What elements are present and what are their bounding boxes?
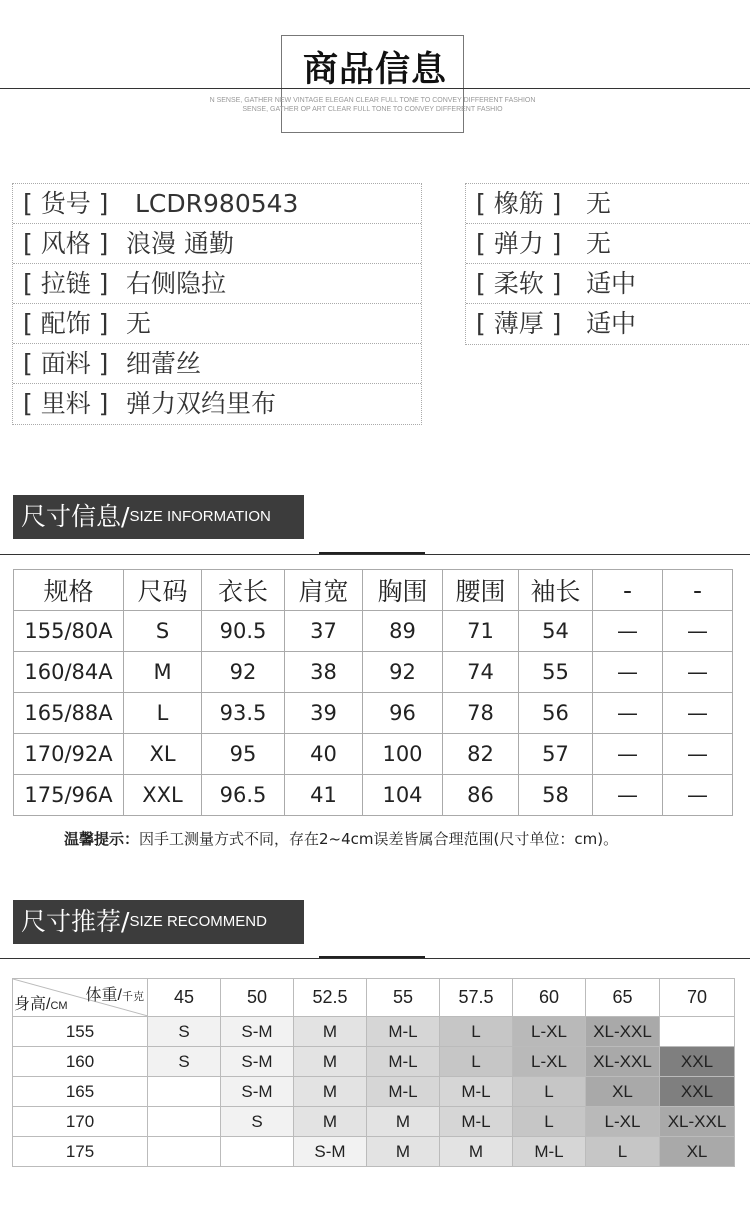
height-cell: 170 [13, 1107, 148, 1137]
size-table-cell: XL [124, 734, 202, 775]
recommend-size-cell [148, 1077, 221, 1107]
height-unit: CM [50, 1000, 68, 1012]
size-table-cell: — [593, 652, 663, 693]
recommend-size-cell: M-L [513, 1137, 586, 1167]
size-table-cell: 96 [363, 693, 443, 734]
size-table-cell: M [124, 652, 202, 693]
section-divider [0, 554, 750, 555]
size-table-cell: L [124, 693, 202, 734]
attribute-value: 无 [126, 309, 152, 338]
height-label: 身高/ [14, 996, 51, 1013]
size-table-cell: XXL [124, 775, 202, 816]
attribute-row [466, 264, 750, 304]
height-cell: 175 [13, 1137, 148, 1167]
recommend-size-cell: L [440, 1047, 513, 1077]
attribute-value: 适中 [586, 269, 637, 298]
recommend-size-cell: S-M [221, 1017, 294, 1047]
height-cell: 165 [13, 1077, 148, 1107]
size-info-heading [13, 495, 304, 539]
table-row [14, 693, 733, 734]
size-table-cell: — [663, 652, 733, 693]
recommend-size-cell: XL-XXL [586, 1047, 660, 1077]
recommend-size-cell: XXL [660, 1077, 735, 1107]
attribute-value: 细蕾丝 [126, 349, 202, 378]
recommend-size-cell [148, 1107, 221, 1137]
recommend-size-cell: L [586, 1137, 660, 1167]
weight-header-cell: 60 [513, 979, 586, 1017]
attribute-key: [ 面料 ] [23, 349, 109, 378]
size-table-cell: 54 [519, 611, 593, 652]
size-table-cell: 41 [285, 775, 363, 816]
attribute-row [466, 224, 750, 264]
recommend-size-cell: M-L [367, 1047, 440, 1077]
size-table-cell: 55 [519, 652, 593, 693]
size-table-cell: — [663, 693, 733, 734]
size-table-cell: 37 [285, 611, 363, 652]
recommend-size-cell: M [440, 1137, 513, 1167]
attribute-key: [ 货号 ] [23, 189, 109, 218]
table-row [14, 652, 733, 693]
size-table-header-cell: - [593, 570, 663, 611]
weight-unit: 千克 [122, 991, 144, 1003]
size-table-cell: 38 [285, 652, 363, 693]
corner-weight-label [86, 982, 144, 1005]
size-table-cell: 74 [443, 652, 519, 693]
size-table-cell: 100 [363, 734, 443, 775]
size-table-cell: 40 [285, 734, 363, 775]
attribute-value: 无 [586, 189, 612, 218]
size-table-cell: — [593, 611, 663, 652]
recommend-size-cell: L [513, 1107, 586, 1137]
size-info-table [13, 569, 733, 816]
attribute-value: 无 [586, 229, 612, 258]
attribute-row [13, 304, 421, 344]
size-table-header-cell: 规格 [14, 570, 124, 611]
recommend-size-cell: L-XL [513, 1017, 586, 1047]
recommend-size-cell: M [294, 1107, 367, 1137]
size-table-cell: — [663, 734, 733, 775]
section-divider [0, 958, 750, 959]
size-recommend-heading [13, 900, 304, 944]
recommend-size-cell: XXL [660, 1047, 735, 1077]
recommend-size-cell: L [440, 1017, 513, 1047]
recommend-header-row [13, 979, 735, 1017]
attribute-row [466, 184, 750, 224]
recommend-size-cell: XL-XXL [660, 1107, 735, 1137]
size-info-heading-zh: 尺寸信息/ [21, 502, 130, 531]
size-table-cell: 104 [363, 775, 443, 816]
size-table-cell: — [663, 775, 733, 816]
attribute-key: [ 拉链 ] [23, 269, 109, 298]
table-row [13, 1017, 735, 1047]
size-table-cell: 92 [363, 652, 443, 693]
size-table-cell: 175/96A [14, 775, 124, 816]
size-table-cell: 93.5 [202, 693, 285, 734]
attribute-row [466, 304, 750, 344]
size-table-cell: 165/88A [14, 693, 124, 734]
weight-header-cell: 45 [148, 979, 221, 1017]
size-table-cell: 57 [519, 734, 593, 775]
size-table-cell: 95 [202, 734, 285, 775]
size-table-cell: S [124, 611, 202, 652]
size-table-cell: 90.5 [202, 611, 285, 652]
attribute-row [13, 224, 421, 264]
weight-header-cell: 52.5 [294, 979, 367, 1017]
attribute-value: 弹力双绉里布 [126, 389, 277, 418]
recommend-size-cell: S [148, 1017, 221, 1047]
recommend-size-cell [221, 1137, 294, 1167]
recommend-size-cell [148, 1137, 221, 1167]
attribute-key: [ 橡筋 ] [476, 189, 562, 218]
attribute-key: [ 风格 ] [23, 229, 109, 258]
size-table-cell: — [593, 734, 663, 775]
table-row [13, 1077, 735, 1107]
attribute-row [13, 184, 421, 224]
size-table-header-row [14, 570, 733, 611]
recommend-size-cell [660, 1017, 735, 1047]
recommend-size-cell: S-M [221, 1077, 294, 1107]
recommend-size-cell: M-L [440, 1107, 513, 1137]
attribute-row [13, 384, 421, 424]
recommend-size-cell: S-M [294, 1137, 367, 1167]
size-tip-text: 因手工测量方式不同，存在2~4cm误差皆属合理范围(尺寸单位：cm)。 [139, 830, 619, 848]
size-table-cell: 92 [202, 652, 285, 693]
size-table-header-cell: 尺码 [124, 570, 202, 611]
recommend-size-cell: M [367, 1137, 440, 1167]
size-recommend-table [12, 978, 735, 1167]
attribute-row [13, 344, 421, 384]
table-row [14, 734, 733, 775]
recommend-size-cell: L-XL [513, 1047, 586, 1077]
recommend-size-cell: M [294, 1077, 367, 1107]
recommend-size-cell: XL-XXL [586, 1017, 660, 1047]
recommend-size-cell: S-M [221, 1047, 294, 1077]
size-table-header-cell: 胸围 [363, 570, 443, 611]
size-table-cell: 89 [363, 611, 443, 652]
recommend-size-cell: M-L [367, 1017, 440, 1047]
weight-header-cell: 70 [660, 979, 735, 1017]
size-table-cell: 71 [443, 611, 519, 652]
size-table-cell: 170/92A [14, 734, 124, 775]
height-cell: 155 [13, 1017, 148, 1047]
size-table-cell: 39 [285, 693, 363, 734]
recommend-size-cell: L [513, 1077, 586, 1107]
recommend-size-cell: XL [586, 1077, 660, 1107]
recommend-size-cell: M-L [440, 1077, 513, 1107]
table-row [14, 775, 733, 816]
recommend-size-cell: M-L [367, 1077, 440, 1107]
weight-header-cell: 50 [221, 979, 294, 1017]
attribute-key: [ 配饰 ] [23, 309, 109, 338]
attribute-key: [ 薄厚 ] [476, 309, 562, 338]
weight-label: 体重/ [85, 987, 122, 1004]
table-row [13, 1047, 735, 1077]
attribute-value: 适中 [586, 309, 637, 338]
size-table-cell: 96.5 [202, 775, 285, 816]
corner-height-label [14, 991, 68, 1014]
recommend-size-cell: S [221, 1107, 294, 1137]
weight-header-cell: 57.5 [440, 979, 513, 1017]
attribute-value: 浪漫 通勤 [126, 229, 234, 258]
attribute-key: [ 里料 ] [23, 389, 109, 418]
size-table-cell: — [593, 775, 663, 816]
weight-header-cell: 55 [367, 979, 440, 1017]
size-table-header-cell: 衣长 [202, 570, 285, 611]
height-cell: 160 [13, 1047, 148, 1077]
attribute-value: LCDR980543 [135, 189, 299, 218]
recommend-size-cell: XL [660, 1137, 735, 1167]
size-table-header-cell: 袖长 [519, 570, 593, 611]
size-recommend-heading-en: SIZE RECOMMEND [129, 913, 267, 930]
attribute-row [13, 264, 421, 304]
table-row [13, 1107, 735, 1137]
size-recommend-heading-zh: 尺寸推荐/ [21, 907, 130, 936]
size-table-cell: 78 [443, 693, 519, 734]
weight-header-cell: 65 [586, 979, 660, 1017]
size-table-cell: 82 [443, 734, 519, 775]
attribute-value: 右侧隐拉 [126, 269, 227, 298]
recommend-size-cell: M [294, 1017, 367, 1047]
recommend-size-cell: L-XL [586, 1107, 660, 1137]
attributes-right-table [465, 183, 750, 345]
page-title: 商品信息 [302, 50, 447, 90]
size-table-cell: — [663, 611, 733, 652]
size-table-cell: 160/84A [14, 652, 124, 693]
attributes-left-table [12, 183, 422, 425]
size-table-cell: 58 [519, 775, 593, 816]
page-subtitle: N SENSE, GATHER NEW VINTAGE ELEGAN CLEAR FULL TONE TO CONVEY DIFFERENT FASHION SENSE, GATHER OP ART CLEAR FULL TONE TO CONVEY DIFFERENT FASHIO [209, 97, 536, 113]
size-table-cell: 86 [443, 775, 519, 816]
recommend-size-cell: S [148, 1047, 221, 1077]
size-table-cell: 56 [519, 693, 593, 734]
size-tip-label: 温馨提示： [64, 830, 140, 848]
recommend-size-cell: M [294, 1047, 367, 1077]
size-tip [64, 828, 618, 849]
size-table-cell: — [593, 693, 663, 734]
size-table-cell: 155/80A [14, 611, 124, 652]
recommend-size-cell: M [367, 1107, 440, 1137]
recommend-corner-cell [13, 979, 148, 1017]
size-table-header-cell: 肩宽 [285, 570, 363, 611]
attribute-key: [ 柔软 ] [476, 269, 562, 298]
size-info-heading-en: SIZE INFORMATION [129, 508, 271, 525]
table-row [14, 611, 733, 652]
size-table-header-cell: - [663, 570, 733, 611]
size-table-header-cell: 腰围 [443, 570, 519, 611]
attribute-key: [ 弹力 ] [476, 229, 562, 258]
table-row [13, 1137, 735, 1167]
